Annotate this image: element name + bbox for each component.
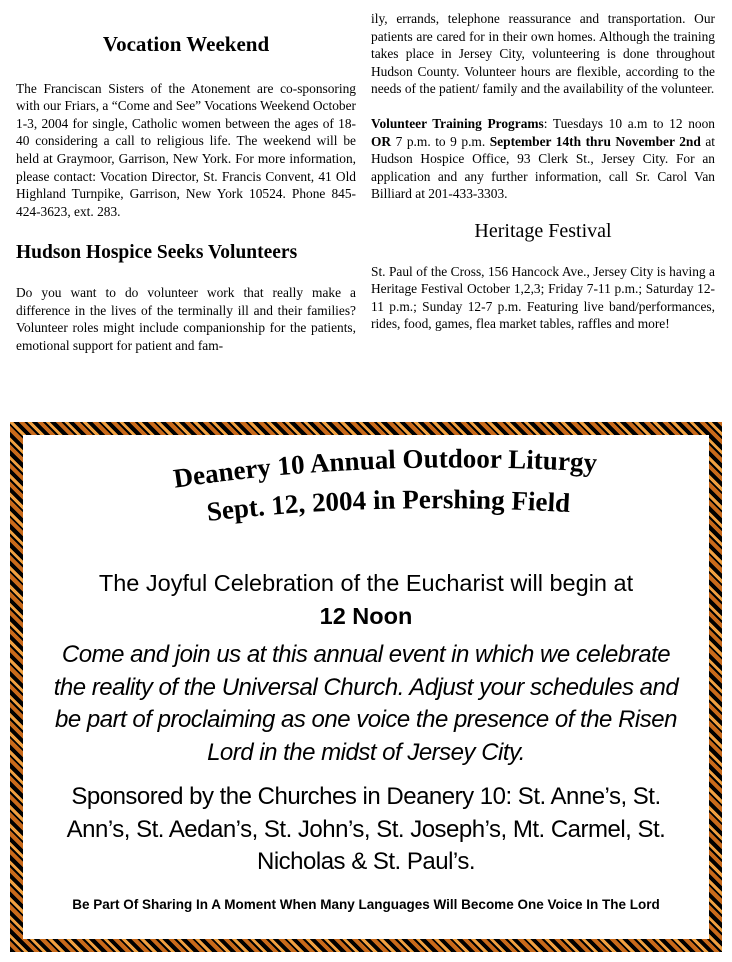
hospice-body-part1: Do you want to do volunteer work that really make a difference in the lives of the terminally ill and their families? Volunteer roles might include companionship for the patients, emotional support for patient and fam- (16, 284, 356, 353)
liturgy-title-line2: Sept. 12, 2004 in Pershing Field (205, 484, 571, 527)
liturgy-title-arc (23, 435, 709, 585)
celebration-time: 12 Noon (319, 603, 413, 629)
vocation-title: Vocation Weekend (102, 32, 270, 56)
training-or: OR (371, 133, 392, 149)
liturgy-box-inner (23, 435, 709, 939)
liturgy-title-line1: Deanery 10 Annual Outdoor Liturgy (171, 443, 598, 494)
celebration-text: The Joyful Celebration of the Eucharist will begin at (98, 570, 634, 596)
hospice-training (371, 115, 715, 203)
right-column (371, 10, 715, 333)
left-column (16, 10, 356, 354)
training-text3: at Hudson Hospice Office, 93 Clerk St., Jersey City. For an application and any further information, call Sr. Carol Van Billiard at 201-433-3303. (371, 133, 715, 202)
training-text1: : Tuesdays 10 a.m to 12 noon (543, 115, 715, 131)
liturgy-box (10, 422, 722, 952)
training-text2: 7 p.m. to 9 p.m. (391, 133, 490, 149)
hospice-body-part2: ily, errands, telephone reassurance and transportation. Our patients are cared for in their own homes. Although the training takes place in Jersey City, volunteering is done throughout Hudson County. Volunteer hours are flexible, according to the needs of the patient/ family and the availability of the volunteer. (371, 11, 715, 97)
invitation-text: Come and join us at this annual event in which we celebrate the reality of the Universal Church. Adjust your schedules and be part of proclaiming as one voice the presence of the Risen Lord in the midst of Jersey City. (53, 641, 679, 766)
sponsors-text: Sponsored by the Churches in Deanery 10: St. Anne’s, St. Ann’s, St. Aedan’s, St. John’s, St. Joseph’s, Mt. Carmel, St. Nicholas & St. Paul’s. (66, 783, 666, 875)
heritage-body: St. Paul of the Cross, 156 Hancock Ave., Jersey City is having a Heritage Festival October 1,2,3; Friday 7-11 p.m.; Saturday 12-11 p.m.; Sunday 12-7 p.m. Featuring live band/performances, rides, food, games, flea market tables, raffles and more! (371, 263, 715, 332)
training-label: Volunteer Training Programs (371, 115, 544, 131)
vocation-body: The Franciscan Sisters of the Atonement are co-sponsoring with our Friars, a “Come and See” Vocations Weekend October 1-3, 2004 for single, Catholic women between the ages of 18-40 considering a call to religious life. The weekend will be held at Graymoor, Garrison, New York. For more information, please contact: Vocation Director, St. Francis Convent, 41 Old Highland Turnpike, Garrison, New York 10524. Phone 845-424-3623, ext. 283. (16, 80, 356, 219)
heritage-title: Heritage Festival (474, 219, 612, 242)
hospice-title: Hudson Hospice Seeks Volunteers (16, 242, 298, 264)
training-dates: September 14th thru November 2nd (489, 133, 701, 149)
tagline: Be Part Of Sharing In A Moment When Many Languages Will Become One Voice In The Lord (72, 897, 660, 912)
